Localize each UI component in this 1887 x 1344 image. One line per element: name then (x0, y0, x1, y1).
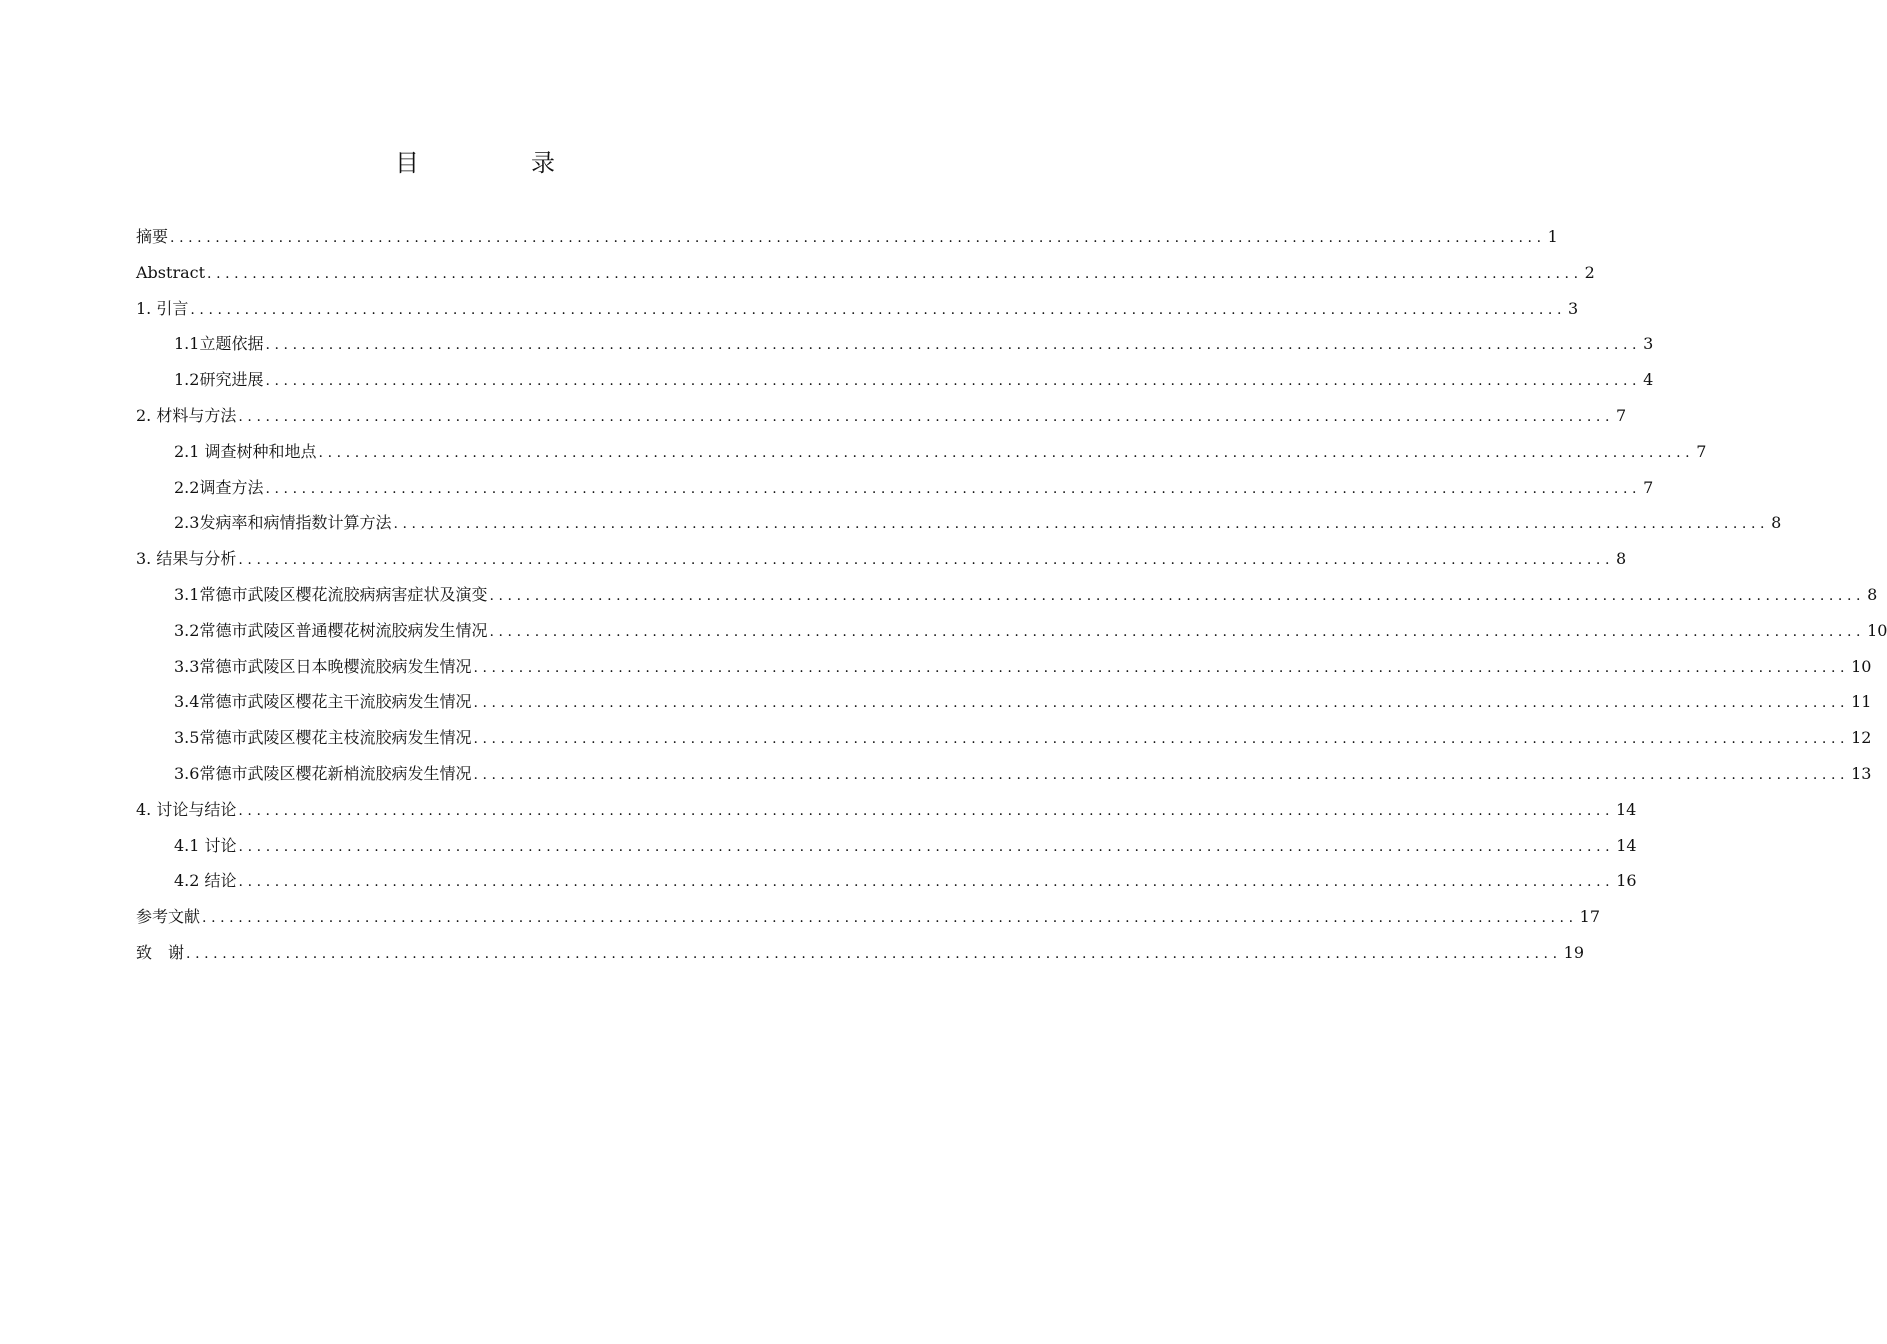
toc-entry-label: 4.1 讨论 (174, 835, 237, 855)
toc-entry[interactable] (136, 613, 1887, 649)
toc-dot-leader: ........................................................................................................................................................ (238, 874, 1615, 891)
toc-page-number: 7 (1616, 405, 1627, 425)
toc-dot-leader: ........................................................................................................................................................ (393, 516, 1770, 533)
toc-entry-label: 3. 结果与分析 (136, 549, 237, 569)
toc-entry[interactable] (136, 291, 1579, 327)
toc-dot-leader: ........................................................................................................................................................ (190, 301, 1566, 318)
toc-dot-leader: ........................................................................................................................................................ (489, 587, 1866, 604)
toc-page-number: 8 (1616, 549, 1627, 569)
toc-entry-label: 4.2 结论 (174, 871, 237, 891)
toc-entry[interactable] (136, 720, 1872, 756)
toc-page-number: 3 (1568, 298, 1579, 318)
toc-entry-label: 2.3发病率和病情指数计算方法 (174, 513, 392, 533)
toc-page-number: 16 (1616, 871, 1637, 891)
toc-page-number: 14 (1616, 799, 1637, 819)
toc-entry[interactable] (136, 541, 1627, 577)
toc-entry-label: 4. 讨论与结论 (136, 799, 237, 819)
toc-dot-leader: ........................................................................................................................................................ (265, 373, 1642, 390)
toc-page-number: 19 (1563, 942, 1585, 962)
toc-entry-label: 3.2常德市武陵区普通樱花树流胶病发生情况 (174, 620, 488, 640)
toc-entry-label: 1.1立题依据 (174, 334, 264, 354)
toc-entry-label: 致 谢 (136, 942, 185, 962)
toc-entry[interactable] (136, 649, 1872, 685)
toc-entry-label: 3.5常德市武陵区樱花主枝流胶病发生情况 (174, 728, 472, 748)
toc-entry[interactable] (136, 899, 1601, 935)
toc-entry[interactable] (136, 326, 1654, 362)
toc-entry[interactable] (136, 255, 1595, 291)
toc-title: 目 录 (395, 149, 599, 177)
toc-dot-leader: ........................................................................................................................................................ (265, 480, 1642, 497)
toc-entry-label: Abstract (136, 262, 206, 282)
toc-entry[interactable] (136, 684, 1872, 720)
toc-page-number: 7 (1696, 441, 1707, 461)
toc-page-number: 3 (1643, 334, 1654, 354)
toc-dot-leader: ........................................................................................................................................................ (238, 838, 1615, 855)
toc-entry-label: 3.1常德市武陵区樱花流胶病病害症状及演变 (174, 584, 488, 604)
toc-entry-label: 2.1 调查树种和地点 (174, 441, 317, 461)
toc-entry[interactable] (136, 362, 1654, 398)
toc-dot-leader: ........................................................................................................................................................ (473, 695, 1850, 712)
toc-dot-leader: ........................................................................................................................................................ (238, 802, 1614, 819)
toc-dot-leader: ........................................................................................................................................................ (170, 230, 1546, 246)
toc-entry-label: 1. 引言 (136, 298, 189, 318)
toc-entry-label: 3.3常德市武陵区日本晚樱流胶病发生情况 (174, 656, 472, 676)
toc-dot-leader: ........................................................................................................................................................ (186, 945, 1562, 962)
toc-entry[interactable] (136, 935, 1585, 971)
toc-entry[interactable] (136, 219, 1558, 255)
toc-entry-label: 3.4常德市武陵区樱花主干流胶病发生情况 (174, 692, 472, 712)
toc-entry[interactable] (136, 434, 1707, 470)
toc-entry[interactable] (136, 577, 1878, 613)
toc-page-number: 8 (1867, 584, 1878, 604)
toc-dot-leader: ........................................................................................................................................................ (473, 659, 1850, 676)
toc-entry-label: 摘要 (136, 227, 169, 246)
toc-entry[interactable] (136, 863, 1637, 899)
toc-entry[interactable] (136, 398, 1627, 434)
toc-page-number: 12 (1851, 728, 1872, 748)
toc-entry-label: 3.6常德市武陵区樱花新梢流胶病发生情况 (174, 763, 472, 783)
toc-page-number: 14 (1616, 835, 1637, 855)
toc-list (136, 219, 1887, 971)
toc-page-number: 10 (1867, 620, 1887, 640)
toc-page-number: 4 (1643, 370, 1654, 390)
toc-dot-leader: ........................................................................................................................................................ (265, 337, 1642, 354)
toc-dot-leader: ........................................................................................................................................................ (202, 910, 1578, 927)
toc-page-number: 7 (1643, 477, 1654, 497)
toc-dot-leader: ........................................................................................................................................................ (473, 731, 1850, 748)
toc-dot-leader: ........................................................................................................................................................ (238, 552, 1614, 569)
toc-page-number: 11 (1851, 692, 1872, 712)
toc-entry-label: 参考文献 (136, 907, 201, 927)
toc-dot-leader: ........................................................................................................................................................ (489, 623, 1866, 640)
toc-dot-leader: ........................................................................................................................................................ (238, 408, 1614, 425)
toc-dot-leader: ........................................................................................................................................................ (473, 766, 1850, 783)
toc-page-number: 17 (1579, 907, 1601, 927)
toc-entry-label: 2.2调查方法 (174, 477, 264, 497)
toc-page-number: 2 (1584, 262, 1595, 282)
toc-entry[interactable] (136, 505, 1782, 541)
toc-page-number: 1 (1547, 227, 1558, 246)
toc-entry[interactable] (136, 828, 1637, 864)
toc-entry-label: 1.2研究进展 (174, 370, 264, 390)
toc-dot-leader: ........................................................................................................................................................ (207, 265, 1583, 282)
toc-dot-leader: ........................................................................................................................................................ (318, 444, 1695, 461)
toc-entry-label: 2. 材料与方法 (136, 405, 237, 425)
toc-entry[interactable] (136, 470, 1654, 506)
toc-entry[interactable] (136, 756, 1872, 792)
toc-entry[interactable] (136, 792, 1637, 828)
toc-page-number: 10 (1851, 656, 1872, 676)
toc-page-number: 8 (1771, 513, 1782, 533)
toc-page-number: 13 (1851, 763, 1872, 783)
